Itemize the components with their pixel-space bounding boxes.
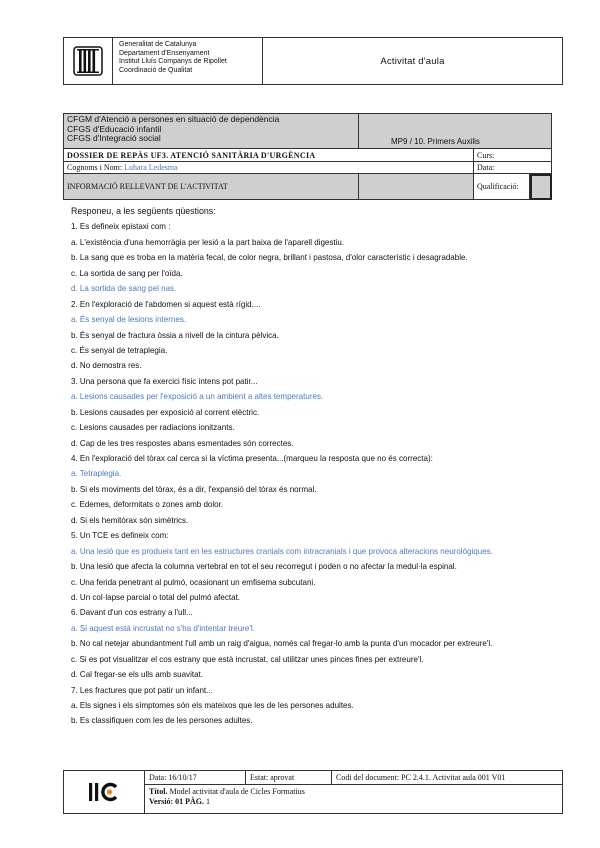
name-field[interactable] [64, 162, 474, 174]
question-line: a. L'existència d'una hemorràgia per lesió a la part baixa de l'aparell digestiu. [71, 237, 345, 247]
org-line: Departament d'Ensenyament [119, 49, 210, 57]
footer-doc-code: Codi del document: PC 2.4.1. Activitat aula 001 V01 [336, 773, 506, 782]
info-label-cell: INFORMACIÓ RELLEVANT DE L'ACTIVITAT [64, 174, 359, 200]
info-empty-cell [359, 174, 474, 200]
org-line: Institut Lluís Companys de Ripollet [119, 58, 227, 66]
questions-content [71, 204, 571, 729]
dossier-title: DOSSIER DE REPÀS UF3. ATENCIÓ SANITÀRIA D'URGÈNCIA [64, 149, 474, 162]
cycle-line: CFGM d'Atenció a persones en situació de dependència [67, 114, 280, 124]
question-line: b. La sang que es troba en la matèria fecal, de color negra, brillant i pastosa, d'olor característic i desagradable. [71, 253, 468, 263]
selected-answer-line: d. La sortida de sang pel nas. [71, 284, 177, 294]
iic-logo [64, 771, 145, 813]
footer-title-row [145, 785, 562, 809]
grade-label-cell: Qualificació: [474, 174, 530, 200]
org-line: Generalitat de Catalunya [119, 41, 197, 48]
curs-field[interactable]: Curs: [474, 149, 552, 162]
question-line: b. És senyal de fractura òssia a nivell de la cintura pèlvica. [71, 330, 279, 340]
question-line: b. Si els moviments del tòrax, és a dir, l'expansió del tòrax és normal. [71, 484, 317, 494]
question-line: 4. En l'exploració del tòrax cal cerca si la víctima presenta...(marqueu la resposta que no és correcta): [71, 454, 433, 463]
question-line: 6. Davant d'un cos estrany a l'ull... [71, 608, 193, 618]
name-value: Luhara Ledesma [124, 163, 178, 172]
question-line: c. És senyal de tetraplegia. [71, 345, 168, 355]
date-field[interactable]: Data: [474, 162, 552, 174]
question-line: b. Una lesió que afecta la columna vertebral en tot el seu recorregut i poden o no afectar la medul·la espinal. [71, 562, 457, 572]
question-line: b. No cal netejar abundantment l'ull amb un raig d'aigua, només cal fregar-lo amb la punta d'un mocador per extreure'l. [71, 639, 493, 649]
footer-info [145, 771, 562, 813]
question-line: 2. En l'exploració de l'abdomen si aquest està rígid.... [71, 299, 261, 309]
document-header [63, 37, 563, 85]
question-line: d. Cal fregar-se els ulls amb suavitat. [71, 670, 204, 680]
question-line: c. Edemes, deformitats o zones amb dolor. [71, 500, 224, 510]
footer-title-value: Model activitat d'aula de Cicles Formatius [169, 787, 305, 796]
cycle-line: CFGS d'Educació infantil [67, 123, 162, 134]
activity-type: Activitat d'aula [380, 55, 445, 67]
question-line: c. Lesions causades per radiacions ionitzants. [71, 423, 235, 433]
question-line: c. La sortida de sang per l'oïda. [71, 268, 183, 278]
grade-box[interactable] [530, 174, 552, 200]
footer-version-label: Versió: 01 PÀG. [149, 797, 205, 806]
question-line: d. Un col·lapse parcial o total del pulmó afectat. [71, 592, 241, 602]
footer-page: 1 [206, 797, 211, 806]
selected-answer-line: a. Lesions causades per l'exposició a un ambient a altes temperatures. [71, 392, 324, 402]
intro-text: Responeu, a les següents qüestions: [71, 206, 216, 216]
question-line: a. Els signes i els símptomes són els mateixos que les de les persones adultes. [71, 701, 354, 710]
footer-status: Estat: aprovat [246, 771, 332, 784]
question-line: b. Lesions causades per exposició al corrent elèctric. [71, 407, 260, 417]
selected-answer-line: a. Si aquest està incrustat no s'ha d'intentar treure'l. [71, 623, 255, 633]
selected-answer-line: a. Tetraplegia. [71, 469, 122, 479]
footer-title-label: Títol. [149, 787, 168, 796]
question-line: c. Una ferida penetrant al pulmó, ocasionant un emfisema subcutani. [71, 577, 316, 587]
selected-answer-line: a. És senyal de lesions internes. [71, 315, 187, 325]
question-line: 1. Es defineix epistaxi com : [71, 222, 171, 232]
iic-logo-icon [86, 781, 122, 803]
organization-info [113, 38, 263, 84]
question-line: 7. Les fractures que pot patir un infant... [71, 685, 213, 695]
generalitat-emblem-icon [73, 46, 103, 76]
question-line: c. Si es pot visualitzar el cos estrany que està incrustat, cal utilitzar unes pinces fines per extreure'l. [71, 654, 424, 664]
question-line: 3. Una persona que fa exercici físic intens pot patir... [71, 376, 258, 386]
cycle-line: CFGS d'Integració social [67, 133, 161, 144]
question-line: d. No demostra res. [71, 361, 142, 371]
question-line: d. Si els hemitòrax són simètrics. [71, 515, 189, 525]
footer-meta-row [145, 771, 562, 785]
generalitat-logo [64, 38, 113, 84]
module-cell: MP9 / 10. Primers Auxilis [359, 114, 552, 149]
question-line: 5. Un TCE es defineix com: [71, 531, 169, 541]
cycles-cell [64, 114, 359, 149]
selected-answer-line: a. Una lesió que es produeix tant en les estructures cranials com intracranials i que provoca alteracions neurològiques. [71, 546, 493, 556]
question-line: d. Cap de les tres respostes abans esmentades són correctes. [71, 438, 294, 448]
question-list [71, 219, 571, 728]
name-label: Cognoms i Nom: [67, 163, 123, 172]
question-line: b. Es classifiquen com les de les persones adultes. [71, 716, 253, 726]
org-line: Coordinació de Qualitat [119, 66, 193, 74]
course-info-table [63, 113, 552, 200]
footer-date: Data: 16/10/17 [145, 771, 246, 784]
document-footer [63, 770, 563, 814]
